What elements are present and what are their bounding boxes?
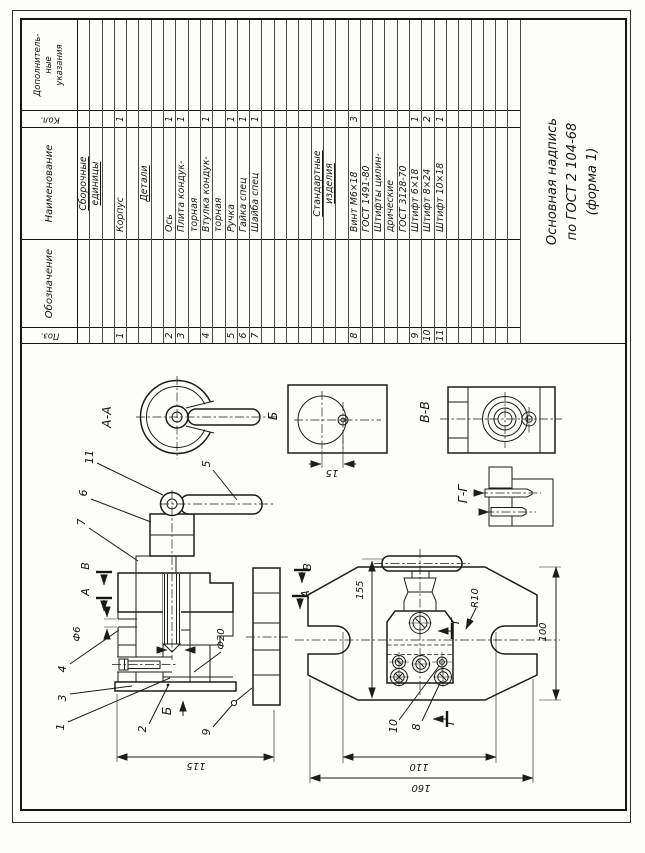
item-9-label: 9 [200,728,213,736]
spec-cell-oboznachenie [189,239,200,327]
spec-cell-naimenovanie [275,127,286,239]
spec-cell-poz [312,327,323,343]
spec-cell-oboznachenie [176,239,187,327]
spec-cell-dop [447,20,458,110]
spec-cell-oboznachenie [496,239,507,327]
spec-cell-dop [189,20,200,110]
item-8-label: 8 [410,723,423,731]
spec-cell-poz: 9 [410,327,421,343]
spec-cell-poz: 3 [176,327,187,343]
spec-cell-naimenovanie: Гайка спец [238,127,249,239]
spec-row [262,20,274,343]
spec-cell-kol: 1 [176,110,187,127]
spec-cell-oboznachenie [299,239,310,327]
spec-cell-oboznachenie [410,239,421,327]
spec-cell-dop [410,20,421,110]
spec-cell-oboznachenie [115,239,126,327]
dim-100-label: 100 [538,622,549,642]
spec-cell-dop [312,20,323,110]
section-mark-a-right: А [299,590,312,598]
spec-row [324,20,336,343]
spec-cell-oboznachenie [508,239,519,327]
spec-cell-kol [262,110,273,127]
spec-cell-naimenovanie: Плита кондук- [176,127,187,239]
spec-row [349,20,361,343]
spec-row [201,20,213,343]
dim-r10-label: R10 [470,588,481,608]
dim-15-label: 15 [325,467,339,478]
spec-cell-oboznachenie [238,239,249,327]
spec-row [213,20,225,343]
spec-cell-dop [226,20,237,110]
spec-cell-poz: 6 [238,327,249,343]
spec-cell-poz: 7 [250,327,261,343]
spec-cell-oboznachenie [459,239,470,327]
spec-cell-dop [139,20,150,110]
spec-cell-oboznachenie [275,239,286,327]
spec-cell-kol: 1 [410,110,421,127]
spec-cell-naimenovanie [287,127,298,239]
item-2-label: 2 [136,725,149,733]
spec-cell-oboznachenie [287,239,298,327]
spec-cell-oboznachenie [164,239,175,327]
spec-cell-oboznachenie [324,239,335,327]
spec-cell-oboznachenie [484,239,495,327]
spec-cell-kol [373,110,384,127]
dim-f6-label: Ф6 [72,626,83,642]
spec-cell-kol [324,110,335,127]
view-section-v-v [417,387,562,453]
spec-row [508,20,520,343]
spec-cell-oboznachenie [472,239,483,327]
spec-cell-oboznachenie [78,239,89,327]
spec-cell-dop [361,20,372,110]
spec-cell-oboznachenie [422,239,433,327]
spec-cell-oboznachenie [361,239,372,327]
spec-cell-poz [324,327,335,343]
spec-row [447,20,459,343]
spec-cell-dop [422,20,433,110]
spec-cell-naimenovanie: Штифт 6×18 [410,127,421,239]
spec-row [139,20,151,343]
spec-row [435,20,447,343]
spec-cell-kol [78,110,89,127]
spec-cell-dop [385,20,396,110]
title-note-line2: по ГОСТ 2 104-68 [565,122,581,241]
spec-cell-dop [349,20,360,110]
spec-cell-oboznachenie [262,239,273,327]
dim-160-label: 160 [411,782,431,793]
spec-cell-dop [336,20,347,110]
spec-cell-kol: 1 [435,110,446,127]
spec-cell-kol: 1 [115,110,126,127]
spec-header-naimenovanie [22,127,77,239]
dim-f20-label: Ф20 [216,628,227,650]
spec-cell-kol [484,110,495,127]
spec-cell-kol: 1 [250,110,261,127]
spec-cell-kol: 1 [164,110,175,127]
dim-155-label: 155 [355,580,366,600]
spec-cell-kol [336,110,347,127]
spec-cell-naimenovanie: Шайба спец [250,127,261,239]
spec-cell-poz: 11 [435,327,446,343]
spec-row [287,20,299,343]
spec-row [226,20,238,343]
spec-cell-dop [275,20,286,110]
spec-cell-naimenovanie: Штифт 8×24 [422,127,433,239]
spec-row [422,20,434,343]
item-7-label: 7 [75,518,88,526]
spec-cell-dop [103,20,114,110]
spec-cell-poz [361,327,372,343]
spec-cell-kol [127,110,138,127]
spec-row [312,20,324,343]
spec-cell-kol [139,110,150,127]
spec-cell-naimenovanie: Ручка [226,127,237,239]
spec-cell-poz [275,327,286,343]
spec-cell-poz [262,327,273,343]
spec-row [385,20,397,343]
spec-cell-naimenovanie: Винт М6×18 [349,127,360,239]
title-block-note [521,20,625,343]
title-note-line3: (форма 1) [585,147,601,216]
section-mark-v-right: В [301,563,314,571]
spec-cell-dop [152,20,163,110]
top-view [292,549,561,793]
spec-cell-kol [189,110,200,127]
spec-header-dop-line3: указания [55,44,66,86]
spec-cell-naimenovanie: Стандартные [312,127,323,239]
spec-cell-kol [472,110,483,127]
spec-cell-kol [496,110,507,127]
spec-cell-dop [201,20,212,110]
spec-rows [78,20,521,343]
spec-cell-naimenovanie: ГОСТ 3128-70 [398,127,409,239]
item-11-label: 11 [83,450,96,464]
spec-cell-oboznachenie [447,239,458,327]
spec-cell-dop [496,20,507,110]
spec-cell-naimenovanie [472,127,483,239]
spec-cell-naimenovanie: Штифт 10×18 [435,127,446,239]
spec-header-naim-label: Наименование [44,144,55,223]
spec-cell-poz [508,327,519,343]
spec-row [299,20,311,343]
spec-header-kol [22,110,77,127]
spec-cell-kol [361,110,372,127]
spec-cell-naimenovanie: Штифты цилин- [373,127,384,239]
spec-row [152,20,164,343]
item-6-label: 6 [77,489,90,497]
spec-cell-naimenovanie: Ось [164,127,175,239]
spec-row [164,20,176,343]
dim-115-label: 115 [186,760,206,771]
label-section-vv: В-В [417,401,432,423]
spec-row [238,20,250,343]
spec-cell-naimenovanie [262,127,273,239]
spec-cell-oboznachenie [103,239,114,327]
spec-row [484,20,496,343]
spec-cell-kol [508,110,519,127]
spec-row [459,20,471,343]
spec-header-row [22,20,78,343]
dim-110-label: 110 [409,761,429,772]
spec-header-kol-label: Кол. [39,114,60,124]
spec-cell-dop [299,20,310,110]
spec-cell-kol [398,110,409,127]
spec-cell-oboznachenie [226,239,237,327]
section-mark-v-left: В [79,562,92,570]
spec-cell-naimenovanie [152,127,163,239]
spec-cell-naimenovanie [484,127,495,239]
spec-cell-naimenovanie [508,127,519,239]
spec-header-oboznachenie [22,239,77,327]
view-b [265,385,387,478]
spec-cell-poz [398,327,409,343]
spec-cell-kol [459,110,470,127]
spec-cell-dop [127,20,138,110]
spec-cell-poz [496,327,507,343]
spec-cell-naimenovanie: дрические [385,127,396,239]
section-mark-g-upper: Г [449,617,462,625]
spec-cell-naimenovanie [299,127,310,239]
item-4-label: 4 [56,665,69,673]
spec-cell-dop [472,20,483,110]
spec-table [21,19,626,344]
spec-row [361,20,373,343]
spec-header-obo-label: Обозначение [44,248,55,319]
spec-cell-kol [312,110,323,127]
spec-cell-poz [459,327,470,343]
spec-cell-poz [472,327,483,343]
spec-cell-poz: 2 [164,327,175,343]
spec-cell-poz [484,327,495,343]
item-5-label: 5 [200,460,213,468]
spec-row [189,20,201,343]
side-view-strip [246,568,288,705]
title-note-line1: Основная надпись [545,117,561,246]
view-section-g-g [455,467,553,526]
spec-cell-oboznachenie [385,239,396,327]
spec-cell-poz [373,327,384,343]
label-section-aa: А-А [99,406,114,428]
spec-cell-oboznachenie [139,239,150,327]
spec-row [410,20,422,343]
spec-cell-oboznachenie [127,239,138,327]
spec-cell-poz [336,327,347,343]
spec-cell-poz [90,327,101,343]
spec-cell-naimenovanie: изделия [324,127,335,239]
spec-cell-naimenovanie [103,127,114,239]
spec-cell-kol [90,110,101,127]
spec-cell-dop [459,20,470,110]
section-mark-a-left: А [79,588,92,596]
spec-cell-dop [78,20,89,110]
spec-cell-naimenovanie [496,127,507,239]
label-view-b: Б [265,411,280,421]
spec-cell-naimenovanie: Втулка кондук- [201,127,212,239]
spec-cell-kol: 3 [349,110,360,127]
spec-cell-kol: 1 [238,110,249,127]
item-1-label: 1 [54,723,67,731]
spec-row [127,20,139,343]
spec-cell-poz [127,327,138,343]
spec-cell-naimenovanie: единицы [90,127,101,239]
spec-cell-dop [250,20,261,110]
spec-cell-naimenovanie [336,127,347,239]
spec-cell-naimenovanie: ГОСТ 1491-80 [361,127,372,239]
spec-cell-dop [484,20,495,110]
spec-row [250,20,262,343]
spec-cell-oboznachenie [152,239,163,327]
spec-row [78,20,90,343]
spec-cell-kol: 1 [201,110,212,127]
spec-cell-dop [324,20,335,110]
spec-cell-kol [385,110,396,127]
spec-cell-poz [447,327,458,343]
spec-cell-kol [275,110,286,127]
spec-row [115,20,127,343]
spec-row [373,20,385,343]
spec-header-poz [22,327,77,343]
spec-cell-dop [90,20,101,110]
spec-cell-poz [385,327,396,343]
spec-cell-dop [262,20,273,110]
spec-header-poz-label: Поз. [40,330,59,341]
item-3-label: 3 [56,694,69,702]
spec-cell-poz: 8 [349,327,360,343]
item-10-label: 10 [387,719,400,733]
spec-cell-kol: 1 [226,110,237,127]
spec-cell-oboznachenie [213,239,224,327]
spec-cell-naimenovanie [447,127,458,239]
spec-cell-dop [115,20,126,110]
spec-cell-poz [287,327,298,343]
spec-cell-poz [152,327,163,343]
spec-cell-oboznachenie [373,239,384,327]
spec-cell-poz [189,327,200,343]
spec-cell-dop [164,20,175,110]
spec-cell-poz: 1 [115,327,126,343]
section-mark-g-lower: Г [444,718,457,726]
spec-cell-kol [287,110,298,127]
spec-cell-oboznachenie [349,239,360,327]
spec-cell-kol [447,110,458,127]
spec-table-rotated [21,19,626,344]
spec-row [336,20,348,343]
spec-cell-poz [103,327,114,343]
view-b-arrow-label: Б [159,706,174,716]
view-section-a-a [99,376,276,459]
spec-row [496,20,508,343]
spec-cell-kol: 2 [422,110,433,127]
spec-row [176,20,188,343]
spec-cell-oboznachenie [435,239,446,327]
spec-cell-poz [78,327,89,343]
spec-header-dop [22,20,77,110]
spec-cell-naimenovanie: Корпус [115,127,126,239]
spec-cell-oboznachenie [336,239,347,327]
spec-cell-oboznachenie [398,239,409,327]
spec-cell-naimenovanie [459,127,470,239]
spec-cell-dop [373,20,384,110]
spec-cell-poz: 5 [226,327,237,343]
spec-row [103,20,115,343]
spec-row [398,20,410,343]
spec-cell-kol [152,110,163,127]
spec-cell-kol [103,110,114,127]
spec-cell-dop [398,20,409,110]
spec-cell-naimenovanie: Детали [139,127,150,239]
front-view [54,450,274,771]
spec-cell-kol [299,110,310,127]
label-section-gg: Г-Г [455,484,470,504]
spec-cell-dop [287,20,298,110]
spec-cell-oboznachenie [312,239,323,327]
spec-cell-dop [435,20,446,110]
jig-assembly-drawing [20,345,628,812]
spec-row [275,20,287,343]
spec-cell-naimenovanie [127,127,138,239]
spec-cell-naimenovanie: Сборочные [78,127,89,239]
spec-cell-poz: 4 [201,327,212,343]
spec-cell-oboznachenie [250,239,261,327]
spec-cell-naimenovanie: торная [189,127,200,239]
spec-row [90,20,102,343]
spec-cell-kol [213,110,224,127]
spec-cell-dop [176,20,187,110]
spec-cell-naimenovanie: торная [213,127,224,239]
spec-cell-poz [139,327,150,343]
spec-cell-poz [213,327,224,343]
spec-header-dop-line2: ные [43,56,54,74]
spec-header-dop-line1: Дополнитель- [32,33,43,97]
spec-cell-oboznachenie [90,239,101,327]
spec-cell-dop [238,20,249,110]
spec-row [472,20,484,343]
spec-cell-oboznachenie [201,239,212,327]
spec-cell-poz [299,327,310,343]
spec-cell-dop [213,20,224,110]
spec-cell-dop [508,20,519,110]
spec-cell-poz: 10 [422,327,433,343]
